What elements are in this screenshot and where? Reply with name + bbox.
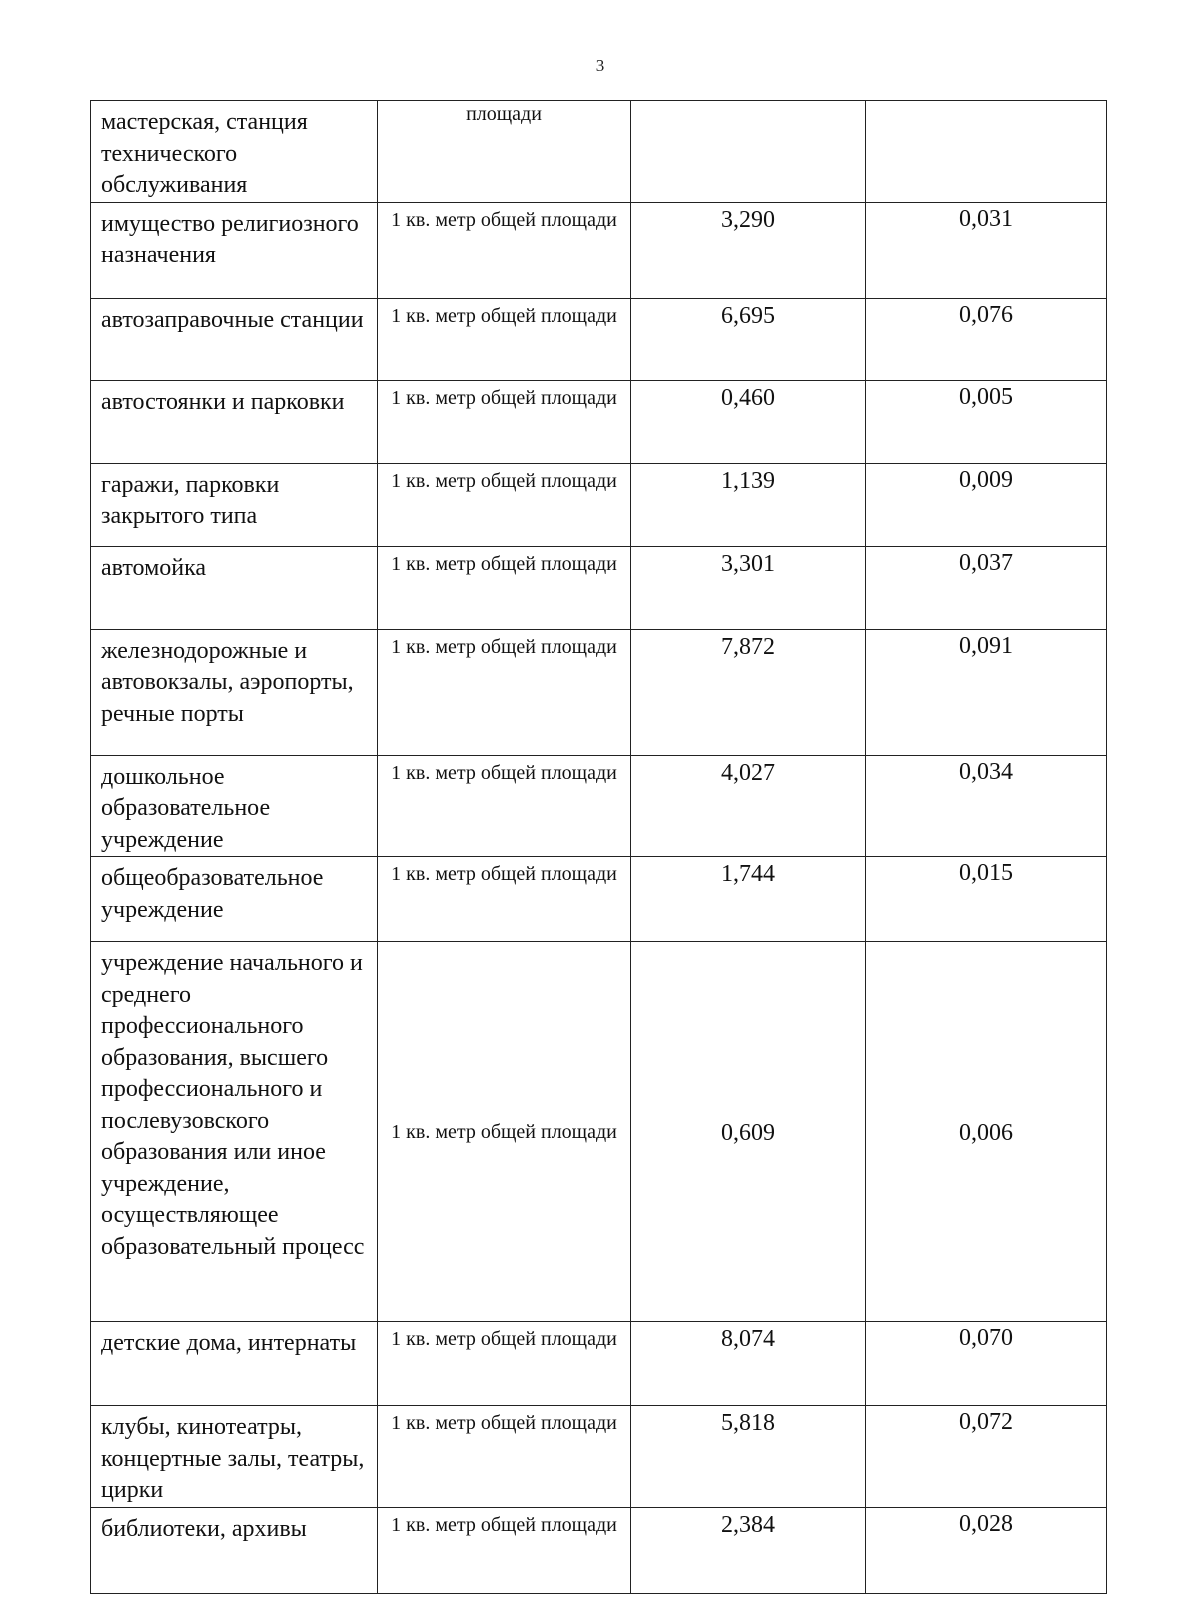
table-row xyxy=(91,1507,1107,1593)
unit-cell: 1 кв. метр общей площади xyxy=(378,755,631,857)
value-cell: 7,872 xyxy=(631,629,866,755)
unit-cell: 1 кв. метр общей площади xyxy=(378,1406,631,1508)
object-type-cell: автозаправочные станции xyxy=(91,298,378,380)
table-row xyxy=(91,1406,1107,1508)
object-type-cell: автомойка xyxy=(91,546,378,629)
coefficient-cell: 0,076 xyxy=(866,298,1107,380)
table-row xyxy=(91,942,1107,1322)
value-cell: 3,301 xyxy=(631,546,866,629)
value-cell: 4,027 xyxy=(631,755,866,857)
unit-cell: 1 кв. метр общей площади xyxy=(378,942,631,1322)
coefficient-cell: 0,034 xyxy=(866,755,1107,857)
object-type-cell: железнодорожные и автовокзалы, аэропорты, речные порты xyxy=(91,629,378,755)
unit-cell: 1 кв. метр общей площади xyxy=(378,546,631,629)
value-cell: 0,609 xyxy=(631,942,866,1322)
unit-cell: 1 кв. метр общей площади xyxy=(378,1322,631,1406)
page-number: 3 xyxy=(595,56,605,75)
object-type-cell: общеобразовательное учреждение xyxy=(91,857,378,942)
coefficient-cell: 0,091 xyxy=(866,629,1107,755)
coefficient-cell: 0,028 xyxy=(866,1507,1107,1593)
norms-table xyxy=(90,100,1107,1594)
object-type-cell: мастерская, станция технического обслуживания xyxy=(91,101,378,203)
table-row xyxy=(91,1322,1107,1406)
table-row xyxy=(91,755,1107,857)
coefficient-cell: 0,070 xyxy=(866,1322,1107,1406)
unit-cell: 1 кв. метр общей площади xyxy=(378,202,631,298)
object-type-cell: автостоянки и парковки xyxy=(91,380,378,463)
value-cell: 0,460 xyxy=(631,380,866,463)
object-type-cell: библиотеки, архивы xyxy=(91,1507,378,1593)
object-type-cell: гаражи, парковки закрытого типа xyxy=(91,463,378,546)
unit-cell: 1 кв. метр общей площади xyxy=(378,857,631,942)
unit-cell: площади xyxy=(378,101,631,203)
coefficient-cell: 0,031 xyxy=(866,202,1107,298)
coefficient-cell xyxy=(866,101,1107,203)
unit-cell: 1 кв. метр общей площади xyxy=(378,463,631,546)
table-row xyxy=(91,857,1107,942)
coefficient-cell: 0,015 xyxy=(866,857,1107,942)
value-cell: 1,139 xyxy=(631,463,866,546)
unit-cell: 1 кв. метр общей площади xyxy=(378,629,631,755)
table-row xyxy=(91,546,1107,629)
coefficient-cell: 0,005 xyxy=(866,380,1107,463)
coefficient-cell: 0,037 xyxy=(866,546,1107,629)
unit-cell: 1 кв. метр общей площади xyxy=(378,298,631,380)
coefficient-cell: 0,009 xyxy=(866,463,1107,546)
table-row xyxy=(91,202,1107,298)
object-type-cell: имущество религиозного назначения xyxy=(91,202,378,298)
table-row xyxy=(91,380,1107,463)
value-cell: 8,074 xyxy=(631,1322,866,1406)
table-row xyxy=(91,463,1107,546)
table-row xyxy=(91,629,1107,755)
table-row xyxy=(91,101,1107,203)
table-row xyxy=(91,298,1107,380)
object-type-cell: клубы, кинотеатры, концертные залы, театры, цирки xyxy=(91,1406,378,1508)
value-cell: 1,744 xyxy=(631,857,866,942)
value-cell: 2,384 xyxy=(631,1507,866,1593)
value-cell: 5,818 xyxy=(631,1406,866,1508)
unit-cell: 1 кв. метр общей площади xyxy=(378,380,631,463)
value-cell xyxy=(631,101,866,203)
object-type-cell: учреждение начального и среднего профессионального образования, высшего профессионального и послевузовского образования или иное учреждение, осуществляющее образовательный процесс xyxy=(91,942,378,1322)
object-type-cell: дошкольное образовательное учреждение xyxy=(91,755,378,857)
object-type-cell: детские дома, интернаты xyxy=(91,1322,378,1406)
value-cell: 6,695 xyxy=(631,298,866,380)
unit-cell: 1 кв. метр общей площади xyxy=(378,1507,631,1593)
value-cell: 3,290 xyxy=(631,202,866,298)
coefficient-cell: 0,006 xyxy=(866,942,1107,1322)
coefficient-cell: 0,072 xyxy=(866,1406,1107,1508)
